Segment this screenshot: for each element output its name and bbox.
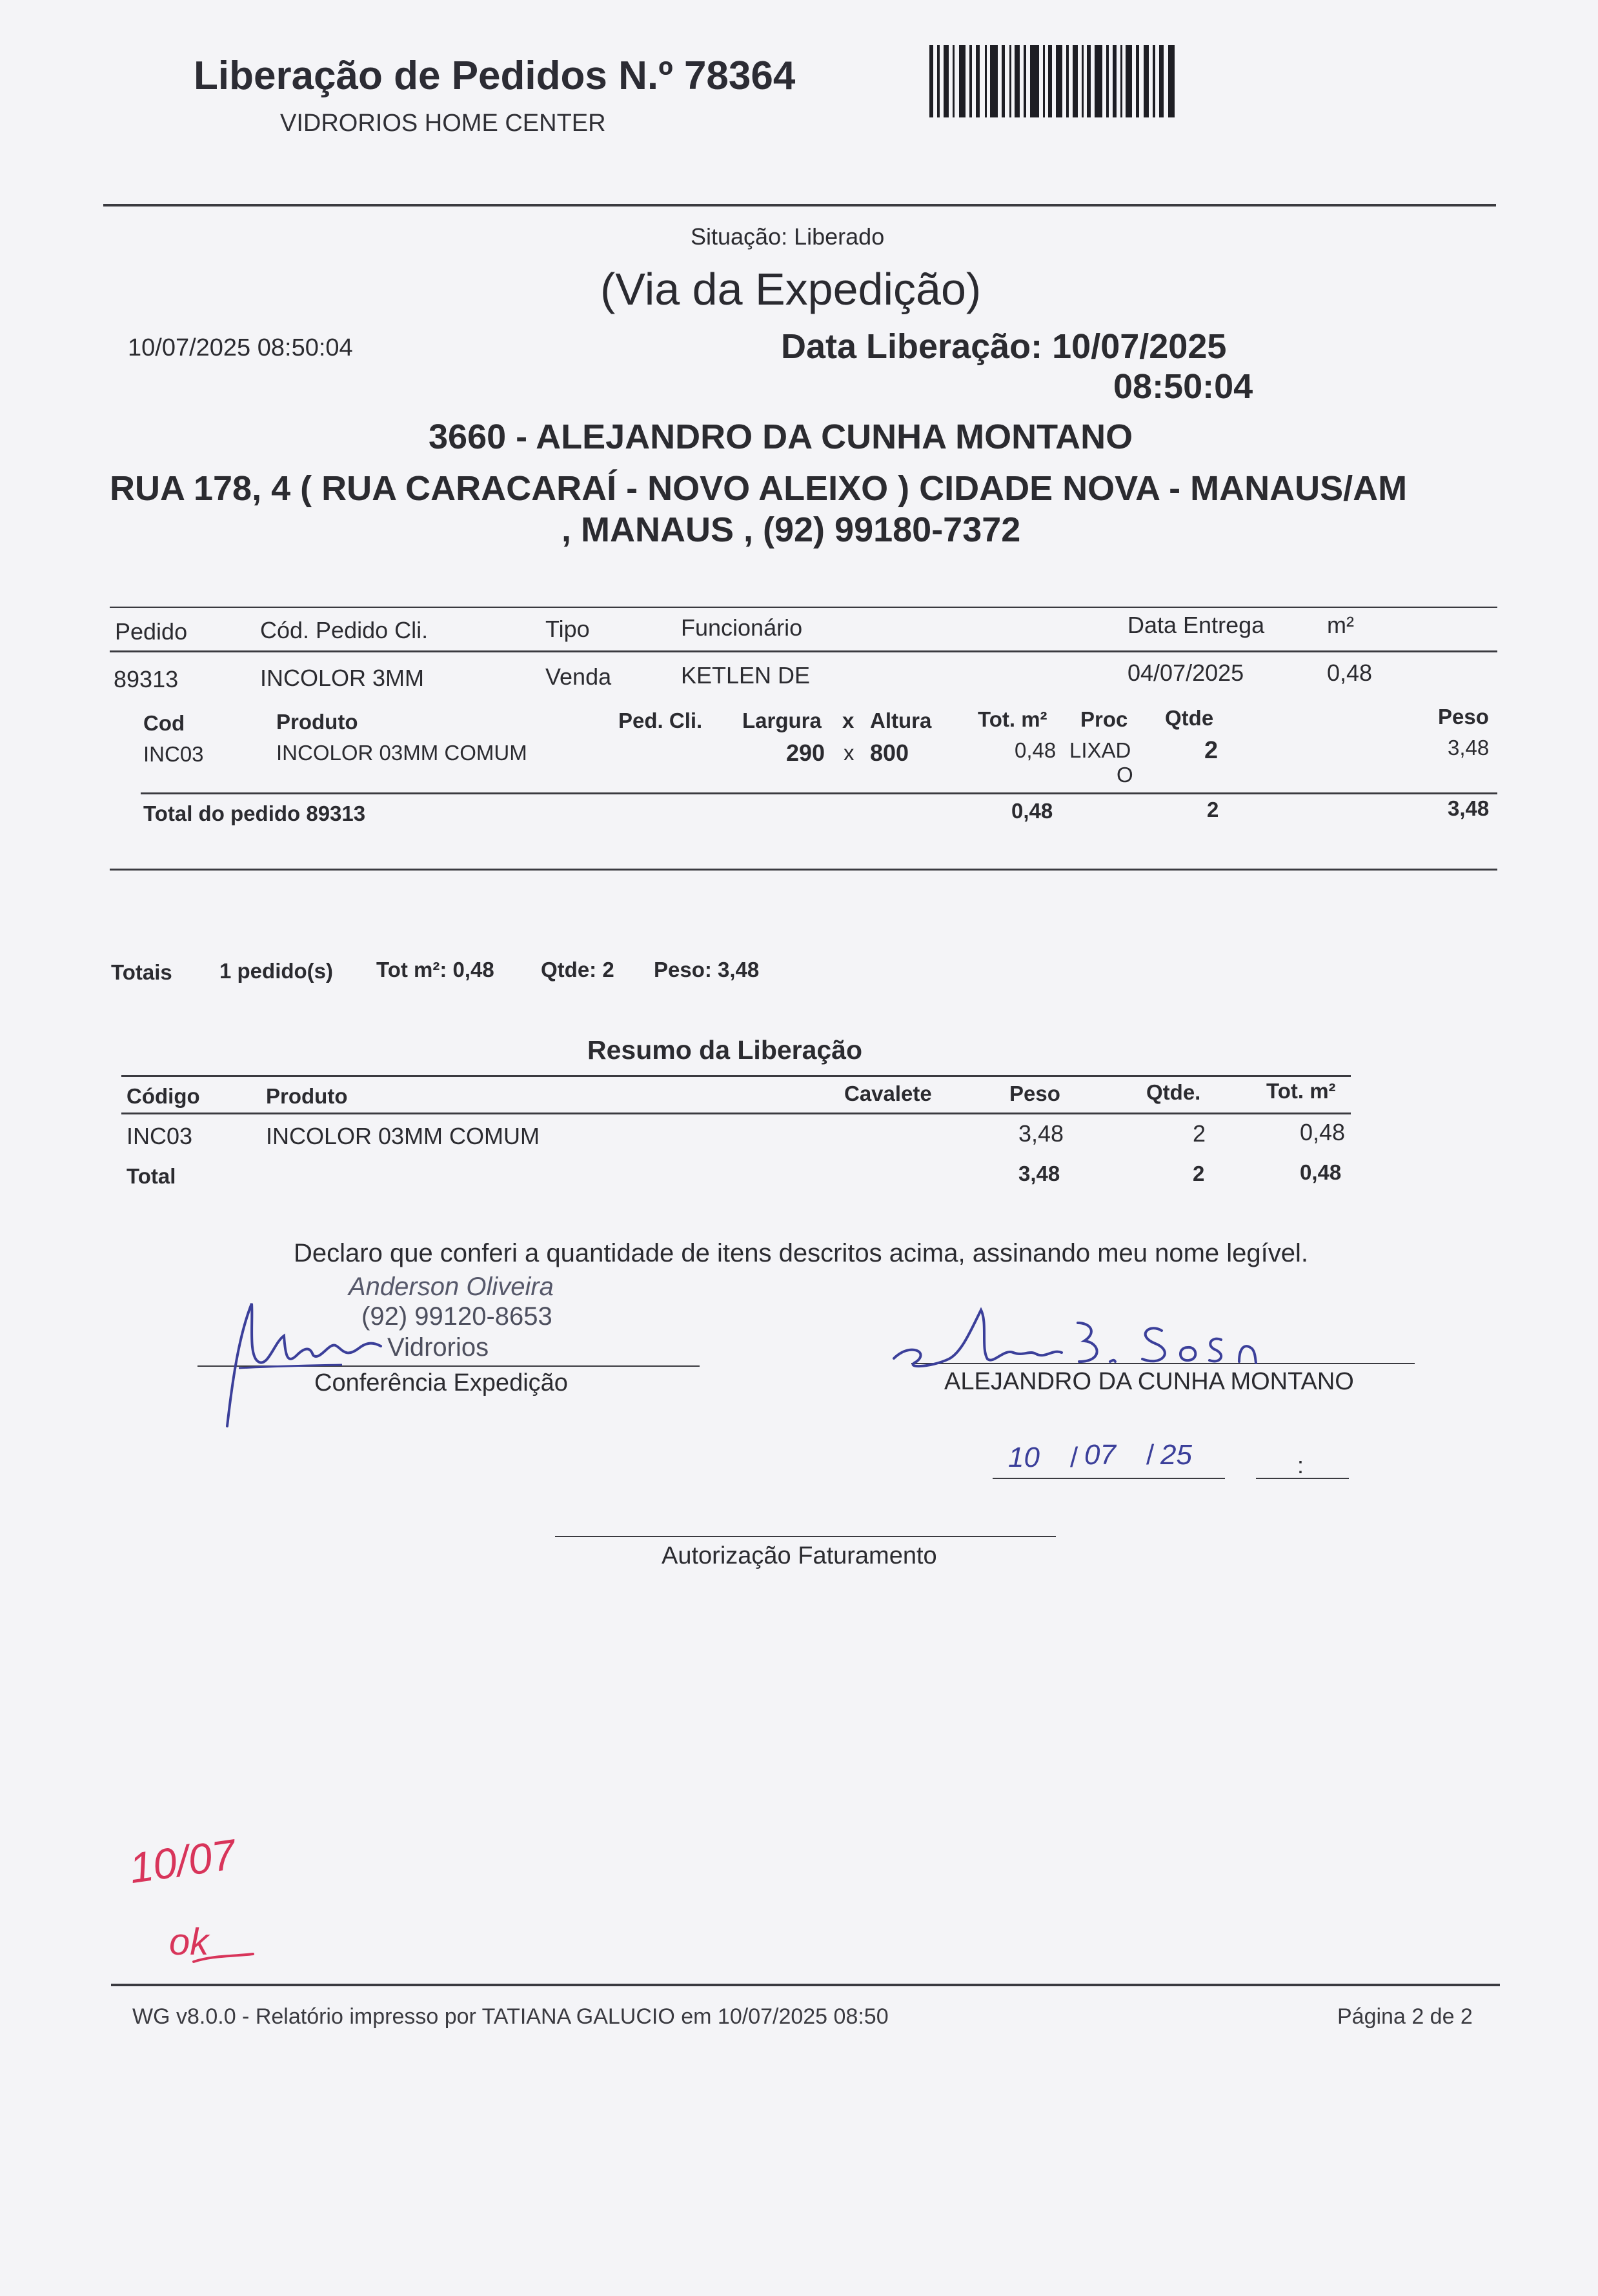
item-width: 290: [786, 740, 825, 766]
order-total-qty: 2: [1207, 798, 1219, 821]
item-x: x: [844, 741, 855, 765]
totals-weight: Peso: 3,48: [654, 958, 760, 982]
order-table-top-rule: [110, 607, 1497, 608]
right-signature-label: ALEJANDRO DA CUNHA MONTANO: [944, 1368, 1354, 1395]
barcode-icon: [929, 45, 1175, 117]
order-table-bottom-rule: [110, 869, 1497, 871]
item-tot-m2: 0,48: [1015, 738, 1057, 762]
summary-total-weight: 3,48: [1018, 1162, 1060, 1185]
summary-total-qty: 2: [1193, 1162, 1205, 1185]
authorization-label: Autorização Faturamento: [662, 1542, 937, 1569]
item-height: 800: [870, 740, 909, 766]
status-label: Situação: Liberado: [691, 223, 885, 250]
left-signature-label: Conferência Expedição: [314, 1369, 568, 1396]
right-signature-icon: [891, 1297, 1291, 1381]
time-separator: :: [1297, 1452, 1304, 1478]
summary-header-peso: Peso: [1009, 1082, 1060, 1105]
handwritten-date-slash-2: /: [1146, 1439, 1155, 1471]
summary-header-tot-m2: Tot. m²: [1266, 1079, 1336, 1103]
totals-qty: Qtde: 2: [541, 958, 614, 982]
items-header-largura: Largura: [742, 709, 822, 732]
totals-label: Totais: [111, 960, 172, 984]
handwritten-date-day: 10: [1008, 1442, 1040, 1473]
company-name: VIDRORIOS HOME CENTER: [280, 110, 606, 137]
order-employee: KETLEN DE: [681, 662, 811, 689]
print-timestamp: 10/07/2025 08:50:04: [128, 334, 353, 361]
totals-m2: Tot m²: 0,48: [376, 958, 494, 982]
order-header-pedido: Pedido: [115, 618, 188, 645]
summary-total-label: Total: [126, 1164, 176, 1188]
release-date: Data Liberação: 10/07/2025: [781, 327, 1227, 366]
summary-header-qtde: Qtde.: [1146, 1080, 1201, 1104]
order-header-rule: [110, 650, 1497, 652]
order-total-label: Total do pedido 89313: [143, 801, 366, 825]
header-divider: [103, 204, 1496, 206]
items-header-proc: Proc: [1080, 707, 1128, 731]
order-header-cod-pedido: Cód. Pedido Cli.: [260, 617, 429, 643]
left-signature-icon: [213, 1284, 400, 1433]
items-header-qtde: Qtde: [1165, 706, 1214, 730]
stamp-company: Vidrorios: [387, 1333, 489, 1362]
summary-top-rule: [121, 1075, 1351, 1077]
order-number: 89313: [114, 666, 179, 692]
items-header-x: x: [842, 709, 855, 732]
items-header-tot-m2: Tot. m²: [978, 707, 1047, 731]
summary-title: Resumo da Liberação: [587, 1035, 863, 1065]
handwritten-date-month: 07: [1084, 1439, 1116, 1471]
totals-orders: 1 pedido(s): [219, 959, 334, 983]
client-name: 3660 - ALEJANDRO DA CUNHA MONTANO: [429, 418, 1133, 456]
summary-header-cavalete: Cavalete: [844, 1082, 932, 1105]
summary-qty: 2: [1193, 1120, 1206, 1147]
page-number: Página 2 de 2: [1337, 2004, 1473, 2029]
order-client-code: INCOLOR 3MM: [260, 665, 425, 691]
copy-type-heading: (Via da Expedição): [600, 264, 982, 314]
declaration-text: Declaro que conferi a quantidade de itens descritos acima, assinando meu nome legível.: [294, 1239, 1309, 1267]
handwritten-date-slash-1: /: [1070, 1442, 1078, 1473]
client-address-line1: RUA 178, 4 ( RUA CARACARAÍ - NOVO ALEIXO ) CIDADE NOVA - MANAUS/AM: [110, 469, 1408, 508]
order-total-weight: 3,48: [1448, 796, 1490, 820]
items-header-peso: Peso: [1438, 705, 1489, 729]
handwritten-note-date: 10/07: [126, 1829, 239, 1893]
items-header-altura: Altura: [870, 709, 932, 732]
stamp-name: Anderson Oliveira: [349, 1273, 554, 1301]
item-proc-line1: LIXAD: [1069, 738, 1131, 762]
summary-total-m2: 0,48: [1300, 1160, 1342, 1184]
handwritten-date-year: 25: [1160, 1439, 1192, 1471]
items-header-ped-cli: Ped. Cli.: [618, 709, 703, 732]
summary-header-codigo: Código: [126, 1084, 200, 1108]
item-proc-line2: O: [1117, 763, 1133, 787]
handwritten-note-ok: ok: [169, 1921, 209, 1963]
order-total-m2: 0,48: [1011, 799, 1053, 823]
order-delivery-date: 04/07/2025: [1128, 660, 1244, 686]
date-line: [993, 1478, 1225, 1479]
item-qty: 2: [1204, 737, 1219, 764]
order-type: Venda: [545, 663, 612, 690]
summary-tot-m2: 0,48: [1300, 1119, 1346, 1145]
order-header-funcionario: Funcionário: [681, 614, 803, 641]
footer-print-info: WG v8.0.0 - Relatório impresso por TATIANA GALUCIO em 10/07/2025 08:50: [132, 2004, 889, 2029]
item-code: INC03: [143, 742, 204, 766]
items-header-cod: Cod: [143, 711, 185, 735]
footer-rule: [111, 1984, 1500, 1986]
summary-code: INC03: [126, 1123, 193, 1149]
item-product: INCOLOR 03MM COMUM: [276, 741, 527, 765]
authorization-line: [555, 1536, 1056, 1537]
stamp-phone: (92) 99120-8653: [361, 1302, 552, 1331]
summary-product: INCOLOR 03MM COMUM: [266, 1123, 540, 1149]
handwritten-underline-icon: [194, 1942, 258, 1968]
items-header-produto: Produto: [276, 710, 358, 734]
order-header-data-entrega: Data Entrega: [1128, 612, 1265, 638]
release-time: 08:50:04: [1113, 367, 1253, 406]
order-m2: 0,48: [1327, 660, 1373, 686]
summary-header-rule: [121, 1113, 1351, 1114]
order-header-m2: m²: [1327, 612, 1354, 638]
client-address-line2: , MANAUS , (92) 99180-7372: [561, 510, 1021, 549]
summary-header-produto: Produto: [266, 1084, 348, 1108]
order-header-tipo: Tipo: [545, 616, 590, 642]
document-title: Liberação de Pedidos N.º 78364: [194, 54, 796, 98]
items-total-rule: [141, 792, 1497, 794]
summary-weight: 3,48: [1018, 1120, 1064, 1147]
item-weight: 3,48: [1448, 736, 1490, 760]
